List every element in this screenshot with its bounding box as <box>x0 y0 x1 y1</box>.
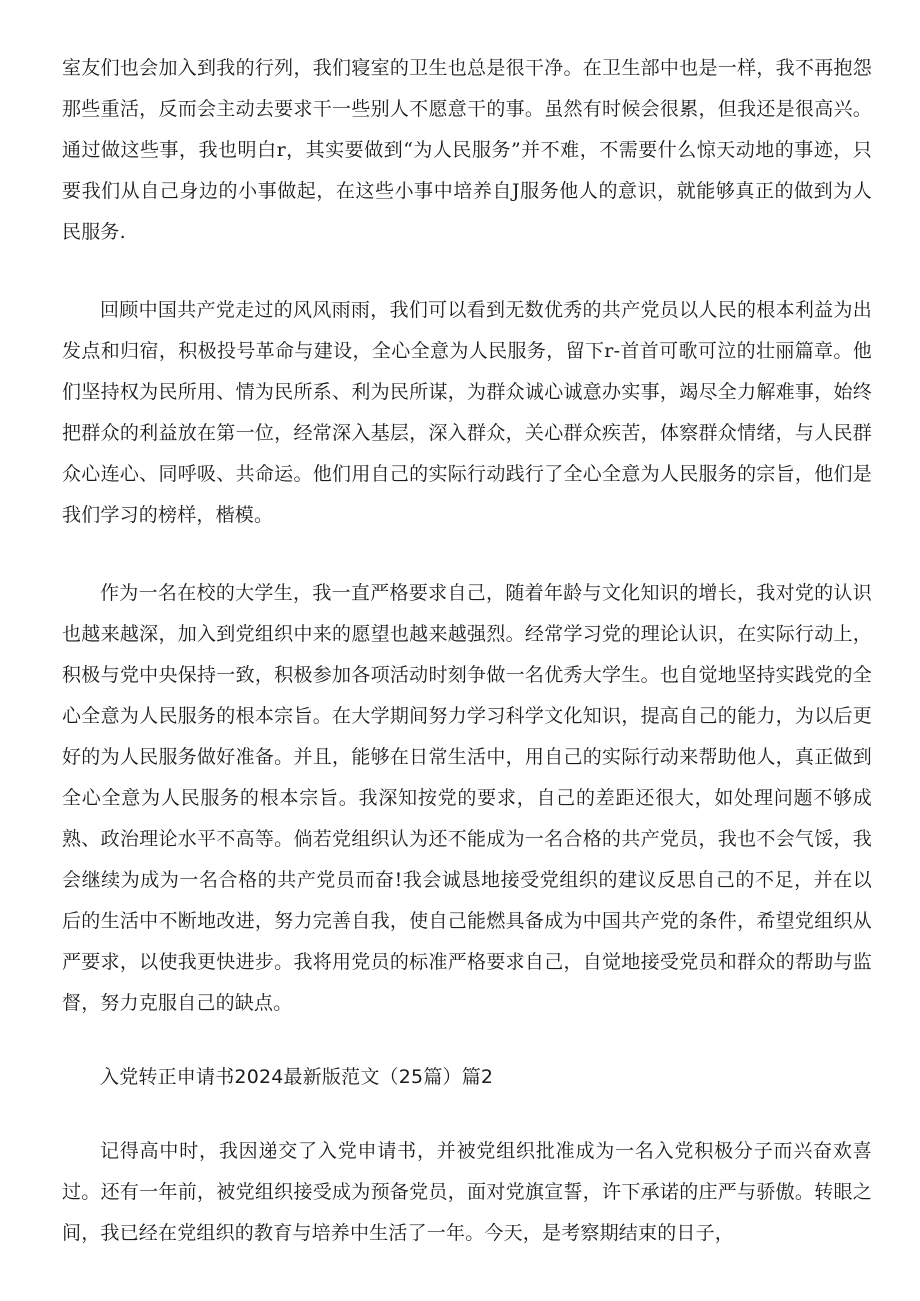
paragraph-continued: 室友们也会加入到我的行列，我们寝室的卫生也总是很干净。在卫生部中也是一样，我不再抱怨那些重活，反而会主动去要求干一些别人不愿意干的事。虽然有时候会很累，但我还是很高兴。通过做这些事，我也明白r，其实要做到“为人民服务”并不难，不需要什么惊天动地的事迹，只要我们从自己身边的小事做起，在这些小事中培养自J服务他人的意识，就能够真正的做到为人民服务. <box>62 57 872 243</box>
section-heading: 入党转正申请书2024最新版范文（25篇）篇2 <box>100 1066 494 1088</box>
paragraph-highschool: 记得高中时，我因递交了入党申请书，并被党组织批准成为一名入党积极分子而兴奋欢喜过。还有一年前，被党组织接受成为预备党员，面对党旗宣誓，许下承诺的庄严与骄傲。转眼之间，我已经在党组织的教育与培养中生活了一年。今天，是考察期结束的日子， <box>62 1140 872 1244</box>
paragraph-history: 回顾中国共产党走过的风风雨雨，我们可以看到无数优秀的共产党员以人民的根本利益为出发点和归宿，积极投号革命与建设，全心全意为人民服务，留下r-首首可歌可泣的壮丽篇章。他们坚持权为民所用、情为民所系、利为民所谋，为群众诚心诚意办实事，竭尽全力解难事，始终把群众的利益放在第一位，经常深入基层，深入群众，关心群众疾苦，体察群众情绪，与人民群众心连心、同呼吸、共命运。他们用自己的实际行动践行了全心全意为人民服务的宗旨，他们是我们学习的榜样，楷模。 <box>62 299 872 526</box>
paragraph-student: 作为一名在校的大学生，我一直严格要求自己，随着年龄与文化知识的增长，我对党的认识也越来越深，加入到党组织中来的愿望也越来越强烈。经常学习党的理论认识，在实际行动上，积极与党中央保持一致，积极参加各项活动时刻争做一名优秀大学生。也自觉地坚持实践党的全心全意为人民服务的根本宗旨。在大学期间努力学习科学文化知识，提高自己的能力，为以后更好的为人民服务做好准备。并且，能够在日常生活中，用自己的实际行动来帮助他人，真正做到全心全意为人民服务的根本宗旨。我深知按党的要求，自己的差距还很大，如处理问题不够成熟、政治理论水平不高等。倘若党组织认为还不能成为一名合格的共产党员，我也不会气馁，我会继续为成为一名合格的共产党员而奋!我会诚恳地接受党组织的建议反思自己的不足，并在以后的生活中不断地改进，努力完善自我，使自己能燃具备成为中国共产党的条件，希望党组织从严要求，以使我更快进步。我将用党员的标准严格要求自己，自觉地接受党员和群众的帮助与监督，努力克服自己的缺点。 <box>62 582 872 1014</box>
document-page <box>62 48 872 1254</box>
